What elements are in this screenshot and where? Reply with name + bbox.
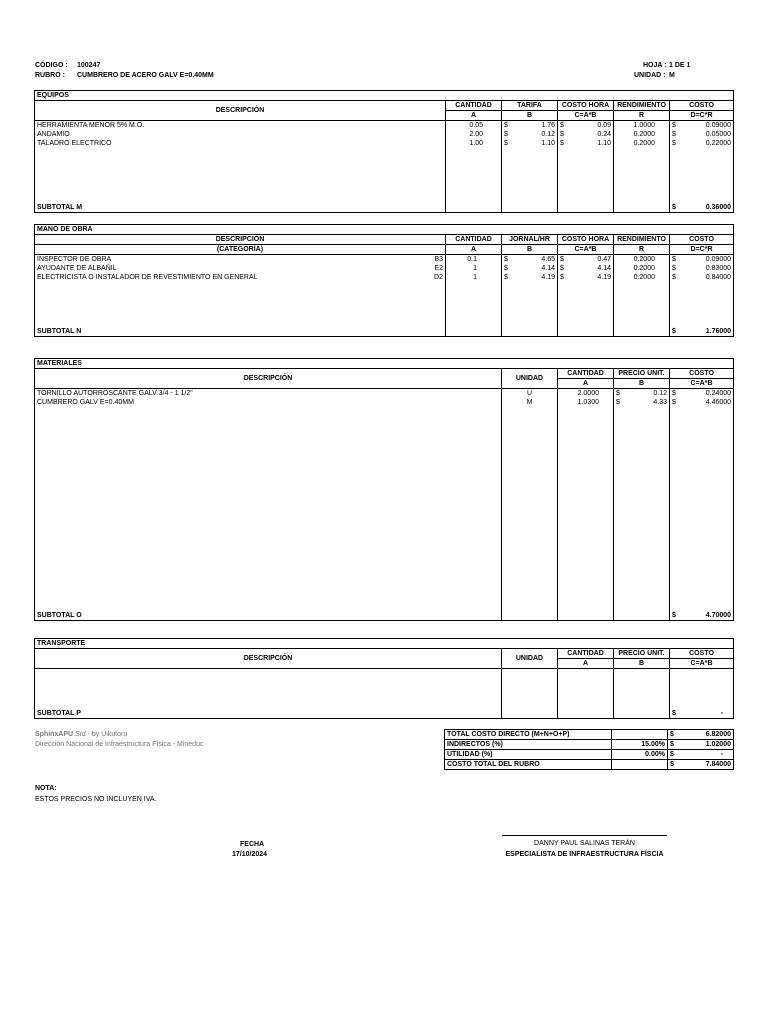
equipos-subtotal: 0.36000 [705, 204, 732, 211]
row-cantidad: 1 [446, 264, 502, 273]
row-jornal-value: 4.19 [541, 274, 555, 281]
col-c: C=A*B [558, 111, 614, 121]
table-row [35, 264, 734, 273]
transporte-subtotal-label: SUBTOTAL P [35, 709, 502, 719]
row-costo-hora-value: 4.19 [597, 274, 611, 281]
row-costo [670, 398, 734, 407]
row-costo [670, 121, 734, 131]
software-by: - by Uikutoru [87, 731, 128, 738]
row-rendimiento: 0.2000 [614, 139, 670, 148]
currency-sign: $ [504, 265, 508, 272]
unidad-label: UNIDAD : [634, 72, 666, 79]
row-costo-hora-value: 1.10 [597, 140, 611, 147]
col-cantidad: CANTIDAD [558, 369, 614, 379]
mano-obra-table [34, 224, 734, 337]
row-costo-hora-value: 4.14 [597, 265, 611, 272]
col-b: B [614, 379, 670, 389]
col-a: A [558, 659, 614, 669]
table-row [35, 139, 734, 148]
software-org: Dirección Nacional de Infraestructura Física - Mineduc [35, 741, 204, 748]
row-cantidad: 0.1 [446, 255, 502, 265]
currency-sign: $ [672, 328, 676, 335]
currency-sign: $ [672, 131, 676, 138]
col-r: R [614, 111, 670, 121]
row-costo-hora-value: 0.24 [597, 131, 611, 138]
row-tarifa [502, 121, 558, 131]
row-cantidad: 1.00 [446, 139, 502, 148]
col-unidad: UNIDAD [502, 649, 558, 669]
row-precio-unit-value: 0.12 [653, 390, 667, 397]
col-costo: COSTO [670, 649, 734, 659]
row-rendimiento: 0.2000 [614, 130, 670, 139]
col-a: A [446, 111, 502, 121]
currency-sign: $ [672, 399, 676, 406]
utilidad-value: - [720, 751, 723, 758]
currency-sign: $ [504, 131, 508, 138]
row-costo [670, 255, 734, 265]
col-b: B [502, 111, 558, 121]
costo-total-label: COSTO TOTAL DEL RUBRO [445, 760, 612, 770]
currency-sign: $ [670, 731, 674, 738]
currency-sign: $ [672, 710, 676, 717]
col-rendimiento: RENDIMIENTO [614, 101, 670, 111]
row-cantidad: 1.0300 [558, 398, 614, 407]
table-row [35, 398, 734, 407]
row-costo-value: 0.09000 [705, 122, 732, 129]
row-costo [670, 139, 734, 148]
currency-sign: $ [560, 140, 564, 147]
col-jornal: JORNAL/HR [502, 235, 558, 245]
row-descripcion [35, 273, 446, 282]
row-rendimiento: 0.2000 [614, 255, 670, 265]
col-descripcion: DESCRIPCIÓN [35, 369, 502, 389]
materiales-subtotal: 4.70000 [705, 612, 732, 619]
nota-label: NOTA: [35, 785, 57, 792]
row-costo-hora [558, 273, 614, 282]
col-cantidad: CANTIDAD [446, 101, 502, 111]
currency-sign: $ [672, 612, 676, 619]
row-jornal-value: 4.14 [541, 265, 555, 272]
hoja-value: 1 DE 1 [669, 62, 691, 69]
col-descripcion: DESCRIPCIÓN [35, 101, 446, 121]
row-costo-hora-value: 0.47 [597, 256, 611, 263]
indirectos-label: INDIRECTOS (%) [445, 740, 612, 750]
col-a: A [446, 245, 502, 255]
row-rendimiento: 0.2000 [614, 264, 670, 273]
row-unidad: M [502, 398, 558, 407]
row-costo-value: 0.24000 [705, 390, 732, 397]
currency-sign: $ [504, 256, 508, 263]
currency-sign: $ [672, 256, 676, 263]
row-descripcion [35, 264, 446, 273]
unidad-value: M [669, 72, 675, 79]
row-costo-hora [558, 121, 614, 131]
utilidad-pct: 0.00% [612, 750, 668, 760]
materiales-title: MATERIALES [35, 359, 734, 369]
equipos-title: EQUIPOS [35, 91, 734, 101]
row-descripcion-text: ELECTRICISTA O INSTALADOR DE REVESTIMIENTO EN GENERAL [37, 274, 258, 281]
col-c: C=A*B [670, 659, 734, 669]
currency-sign: $ [504, 122, 508, 129]
row-descripcion: TALADRO ELECTRICO [35, 139, 446, 148]
row-jornal [502, 264, 558, 273]
transporte-title: TRANSPORTE [35, 639, 734, 649]
row-tarifa-value: 0.12 [541, 131, 555, 138]
col-c: C=A*B [558, 245, 614, 255]
row-descripcion: ANDAMIO [35, 130, 446, 139]
row-tarifa [502, 130, 558, 139]
currency-sign: $ [560, 131, 564, 138]
row-costo [670, 273, 734, 282]
col-rendimiento: RENDIMIENTO [614, 235, 670, 245]
row-tarifa-value: 1.76 [541, 122, 555, 129]
row-tarifa-value: 1.10 [541, 140, 555, 147]
col-b: B [614, 659, 670, 669]
col-tarifa: TARIFA [502, 101, 558, 111]
col-r: R [614, 245, 670, 255]
col-precio-unit: PRECIO UNIT. [614, 649, 670, 659]
row-jornal [502, 273, 558, 282]
table-row [35, 255, 734, 265]
currency-sign: $ [560, 274, 564, 281]
row-costo-value: 0.05000 [705, 131, 732, 138]
indirectos-pct: 15.00% [612, 740, 668, 750]
col-unidad: UNIDAD [502, 369, 558, 389]
rubro-label: RUBRO : [35, 72, 65, 79]
hoja-label: HOJA : [643, 62, 667, 69]
table-row [35, 389, 734, 399]
row-categoria: D2 [434, 274, 443, 281]
row-costo [670, 389, 734, 399]
mano-obra-title: MANO DE OBRA [35, 225, 734, 235]
row-costo-hora [558, 139, 614, 148]
col-cantidad: CANTIDAD [446, 235, 502, 245]
indirectos-value: 1.02000 [705, 741, 731, 748]
col-costo-hora: COSTO HORA [558, 101, 614, 111]
costo-total-value: 7.84000 [705, 761, 731, 768]
table-row [35, 130, 734, 139]
fecha-label: FECHA [240, 841, 265, 848]
row-rendimiento: 0.2000 [614, 273, 670, 282]
col-cantidad: CANTIDAD [558, 649, 614, 659]
col-costo: COSTO [670, 369, 734, 379]
row-cantidad: 2.00 [446, 130, 502, 139]
signer-title: ESPECIALISTA DE INFRAESTRUCTURA FÍSCIA [505, 851, 664, 858]
col-costo-hora: COSTO HORA [558, 235, 614, 245]
row-categoria: E2 [434, 265, 443, 272]
currency-sign: $ [616, 399, 620, 406]
row-descripcion: CUMBRERO GALV E=0.40MM [35, 398, 502, 407]
nota-text: ESTOS PRECIOS NO INCLUYEN IVA. [35, 796, 157, 803]
table-row [35, 273, 734, 282]
currency-sign: $ [670, 761, 674, 768]
row-rendimiento: 1.0000 [614, 121, 670, 131]
row-costo-value: 0.83000 [705, 265, 732, 272]
col-d: D=C*R [670, 245, 734, 255]
codigo-label: CÓDIGO : [35, 62, 68, 69]
row-costo-value: 0.84000 [705, 274, 732, 281]
currency-sign: $ [672, 265, 676, 272]
row-precio-unit-value: 4.33 [653, 399, 667, 406]
row-costo-value: 0.22000 [705, 140, 732, 147]
currency-sign: $ [616, 390, 620, 397]
currency-sign: $ [504, 140, 508, 147]
row-costo-value: 4.46000 [705, 399, 732, 406]
codigo-value: 100247 [77, 62, 101, 69]
currency-sign: $ [560, 122, 564, 129]
col-descripcion: DESCRIPCIÓN [35, 235, 446, 245]
transporte-subtotal: - [720, 710, 724, 717]
row-costo-hora [558, 130, 614, 139]
row-unidad: U [502, 389, 558, 399]
currency-sign: $ [560, 256, 564, 263]
transporte-table [34, 638, 734, 719]
row-cantidad: 1 [446, 273, 502, 282]
col-d: D=C*R [670, 111, 734, 121]
row-descripcion-text: INSPECTOR DE OBRA [37, 256, 112, 263]
currency-sign: $ [504, 274, 508, 281]
col-descripcion: DESCRIPCIÓN [35, 649, 502, 669]
row-descripcion: TORNILLO AUTORROSCANTE GALV 3/4 - 1 1/2" [35, 389, 502, 399]
currency-sign: $ [672, 122, 676, 129]
software-credit [35, 731, 127, 738]
col-costo: COSTO [670, 235, 734, 245]
equipos-table [34, 90, 734, 213]
currency-sign: $ [672, 390, 676, 397]
row-categoria: B3 [434, 256, 443, 263]
totals-table [444, 729, 734, 770]
equipos-subtotal-label: SUBTOTAL M [35, 203, 446, 213]
table-row [35, 121, 734, 131]
row-cantidad: 2.0000 [558, 389, 614, 399]
software-name: SphinxAPU [35, 731, 74, 738]
row-cantidad: 0.05 [446, 121, 502, 131]
utilidad-label: UTILIDAD (%) [445, 750, 612, 760]
currency-sign: $ [670, 741, 674, 748]
currency-sign: $ [672, 274, 676, 281]
col-precio-unit: PRECIO UNIT. [614, 369, 670, 379]
currency-sign: $ [672, 204, 676, 211]
row-tarifa [502, 139, 558, 148]
currency-sign: $ [670, 751, 674, 758]
mano-obra-subtotal: 1.76000 [705, 328, 732, 335]
row-costo-hora-value: 0.09 [597, 122, 611, 129]
software-edition: Std [75, 731, 86, 738]
fecha-value: 17/10/2024 [232, 851, 268, 858]
row-precio-unit [614, 398, 670, 407]
row-costo [670, 130, 734, 139]
currency-sign: $ [560, 265, 564, 272]
row-descripcion-text: AYUDANTE DE ALBAÑIL [37, 265, 117, 272]
row-costo [670, 264, 734, 273]
materiales-table [34, 358, 734, 621]
row-descripcion: HERRAMIENTA MENOR 5% M.O. [35, 121, 446, 131]
row-descripcion [35, 255, 446, 265]
row-costo-hora [558, 264, 614, 273]
row-precio-unit [614, 389, 670, 399]
materiales-subtotal-label: SUBTOTAL O [35, 611, 502, 621]
rubro-value: CUMBRERO DE ACERO GALV E=0.40MM [77, 72, 214, 79]
col-categoria: (CATEGORÍA) [35, 245, 446, 255]
row-jornal [502, 255, 558, 265]
row-jornal-value: 4.65 [541, 256, 555, 263]
signature-line [502, 835, 667, 836]
row-costo-hora [558, 255, 614, 265]
total-directo-value: 6.82000 [705, 731, 731, 738]
row-costo-value: 0.09000 [705, 256, 732, 263]
mano-obra-subtotal-label: SUBTOTAL N [35, 327, 446, 337]
col-costo: COSTO [670, 101, 734, 111]
col-c: C=A*B [670, 379, 734, 389]
currency-sign: $ [672, 140, 676, 147]
signer-name: DANNY PAUL SALINAS TERÁN [534, 840, 635, 847]
col-b: B [502, 245, 558, 255]
col-a: A [558, 379, 614, 389]
total-directo-label: TOTAL COSTO DIRECTO (M+N+O+P) [445, 730, 612, 740]
